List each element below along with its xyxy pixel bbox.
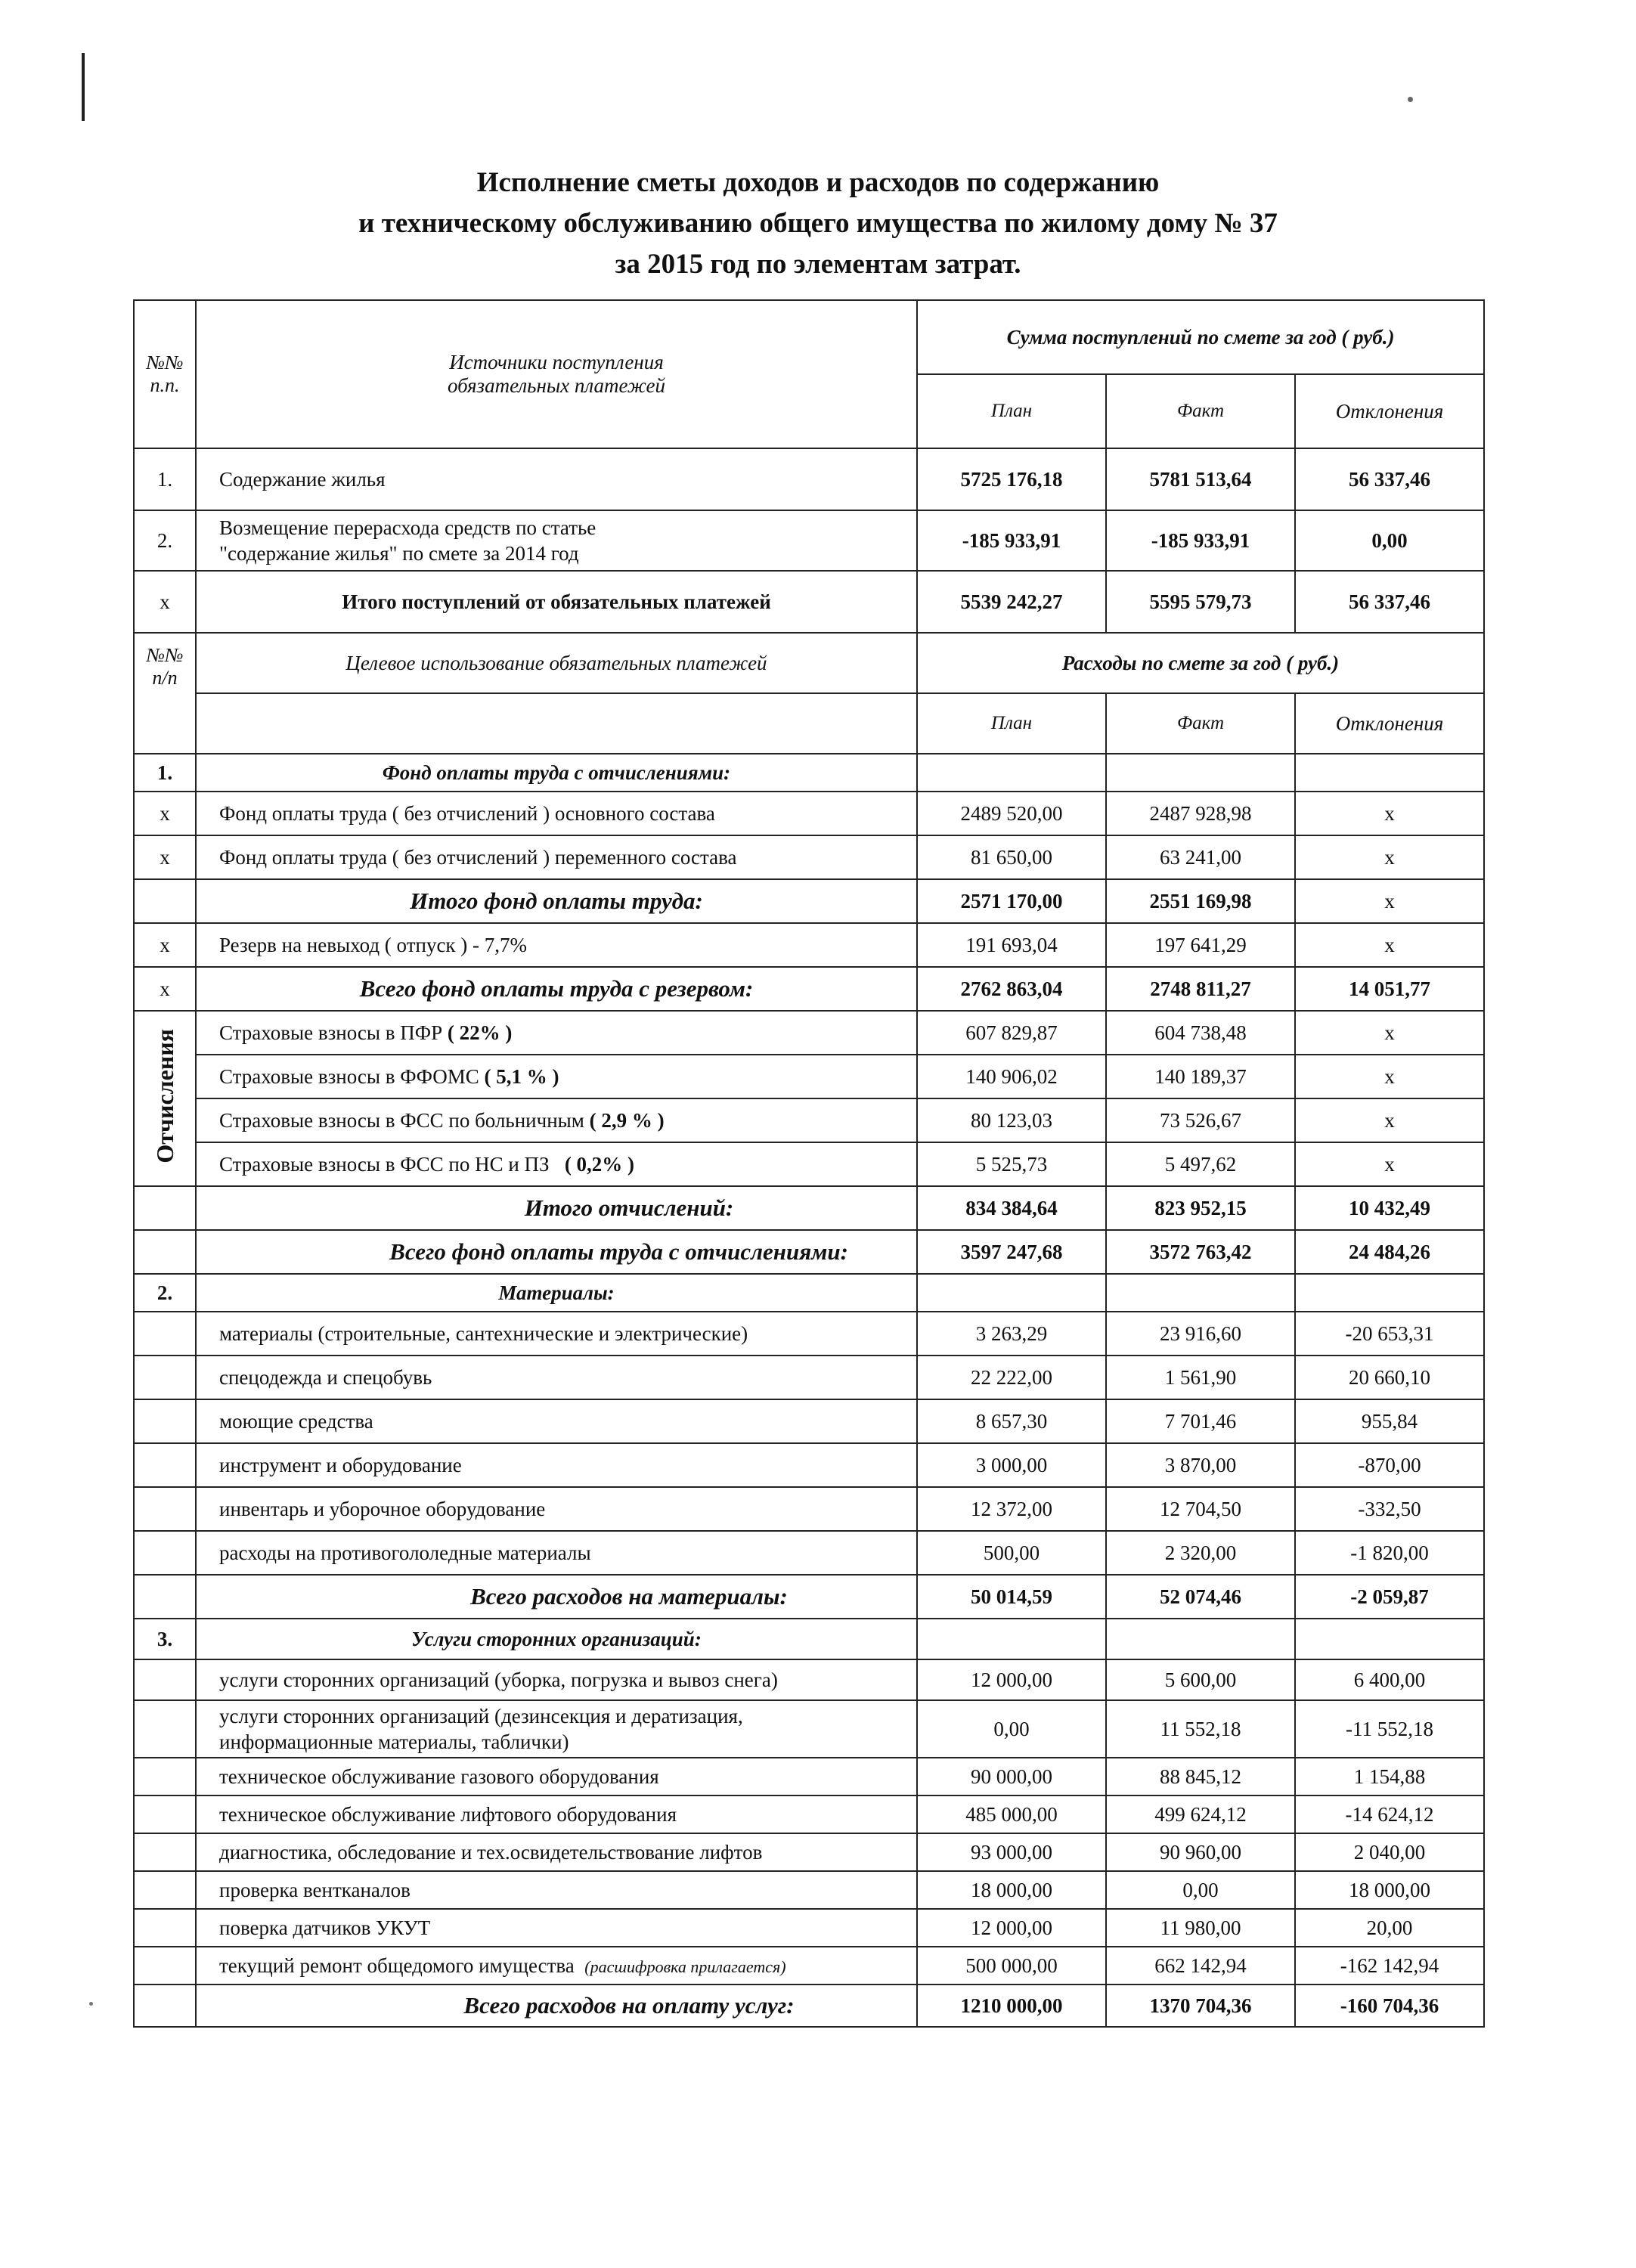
row-fact: 0,00 bbox=[1106, 1871, 1295, 1909]
row-fact: 3572 763,42 bbox=[1106, 1230, 1295, 1274]
expense-dev-header: Отклонения bbox=[1295, 693, 1484, 754]
row-plan: -185 933,91 bbox=[917, 510, 1106, 571]
row-plan: 1210 000,00 bbox=[917, 1984, 1106, 2027]
table-row bbox=[134, 1356, 1484, 1399]
subtotal-row bbox=[134, 1186, 1484, 1230]
row-name: Фонд оплаты труда ( без отчислений ) переменного состава bbox=[196, 835, 917, 879]
total-row bbox=[134, 1230, 1484, 1274]
row-plan: 5 525,73 bbox=[917, 1142, 1106, 1186]
row-name: Итого отчислений: bbox=[196, 1186, 917, 1230]
section-title: Фонд оплаты труда с отчислениями: bbox=[196, 754, 917, 792]
title-line-1: Исполнение сметы доходов и расходов по содержанию bbox=[476, 167, 1160, 198]
row-name-text: Страховые взносы в ФСС по больничным bbox=[219, 1108, 584, 1132]
row-fact: -185 933,91 bbox=[1106, 510, 1295, 571]
empty-cell bbox=[134, 1947, 196, 1984]
row-name: Итого поступлений от обязательных платежей bbox=[196, 571, 917, 633]
table-row bbox=[134, 923, 1484, 967]
row-dev: х bbox=[1295, 879, 1484, 923]
row-dev: х bbox=[1295, 1098, 1484, 1142]
row-fact: 2551 169,98 bbox=[1106, 879, 1295, 923]
row-dev: х bbox=[1295, 1142, 1484, 1186]
row-plan: 12 000,00 bbox=[917, 1909, 1106, 1947]
row-num: 1. bbox=[134, 448, 196, 510]
empty-cell bbox=[1295, 1619, 1484, 1659]
row-dev: -160 704,36 bbox=[1295, 1984, 1484, 2027]
row-dev: 18 000,00 bbox=[1295, 1871, 1484, 1909]
expense-target-header: Целевое использование обязательных платежей bbox=[196, 633, 917, 693]
row-plan: 5725 176,18 bbox=[917, 448, 1106, 510]
row-plan: 0,00 bbox=[917, 1700, 1106, 1758]
row-name bbox=[196, 1142, 917, 1186]
row-name-text: Страховые взносы в ПФР bbox=[219, 1021, 443, 1044]
row-name: Всего расходов на оплату услуг: bbox=[196, 1984, 917, 2027]
row-fact: 3 870,00 bbox=[1106, 1443, 1295, 1487]
table-row bbox=[134, 1098, 1484, 1142]
row-dev: 56 337,46 bbox=[1295, 448, 1484, 510]
table-row bbox=[134, 1011, 1484, 1055]
row-plan: 2762 863,04 bbox=[917, 967, 1106, 1011]
row-dev: 6 400,00 bbox=[1295, 1659, 1484, 1700]
row-plan: 485 000,00 bbox=[917, 1796, 1106, 1833]
row-name: Возмещение перерасхода средств по статье "содержание жилья" по смете за 2014 год bbox=[196, 510, 917, 571]
row-fact: 88 845,12 bbox=[1106, 1758, 1295, 1796]
empty-cell bbox=[134, 1984, 196, 2027]
row-fact: 2748 811,27 bbox=[1106, 967, 1295, 1011]
row-plan: 140 906,02 bbox=[917, 1055, 1106, 1098]
income-row bbox=[134, 448, 1484, 510]
empty-cell bbox=[134, 1487, 196, 1531]
expense-plan-header: План bbox=[917, 693, 1106, 754]
empty-cell bbox=[134, 1833, 196, 1871]
empty-cell bbox=[134, 1443, 196, 1487]
table-row bbox=[134, 1796, 1484, 1833]
income-source-header: Источники поступления обязательных платежей bbox=[196, 300, 917, 448]
row-plan: 2489 520,00 bbox=[917, 792, 1106, 835]
empty-cell bbox=[134, 1531, 196, 1575]
row-dev: 20,00 bbox=[1295, 1909, 1484, 1947]
row-name: Содержание жилья bbox=[196, 448, 917, 510]
expense-header-row bbox=[134, 633, 1484, 693]
row-plan: 834 384,64 bbox=[917, 1186, 1106, 1230]
row-fact: 63 241,00 bbox=[1106, 835, 1295, 879]
table-row bbox=[134, 835, 1484, 879]
row-name: Резерв на невыход ( отпуск ) - 7,7% bbox=[196, 923, 917, 967]
row-fact: 11 552,18 bbox=[1106, 1700, 1295, 1758]
row-fact: 5595 579,73 bbox=[1106, 571, 1295, 633]
table-row bbox=[134, 1399, 1484, 1443]
empty-cell bbox=[917, 1619, 1106, 1659]
income-plan-header: План bbox=[917, 374, 1106, 448]
document-title bbox=[0, 163, 1636, 285]
row-plan: 2571 170,00 bbox=[917, 879, 1106, 923]
row-name: Всего фонд оплаты труда с резервом: bbox=[196, 967, 917, 1011]
row-dev: -14 624,12 bbox=[1295, 1796, 1484, 1833]
row-fact: 1370 704,36 bbox=[1106, 1984, 1295, 2027]
total-row bbox=[134, 1575, 1484, 1619]
income-dev-header: Отклонения bbox=[1295, 374, 1484, 448]
table-row bbox=[134, 1443, 1484, 1487]
empty-cell bbox=[917, 1274, 1106, 1312]
row-fact: 499 624,12 bbox=[1106, 1796, 1295, 1833]
row-dev: -2 059,87 bbox=[1295, 1575, 1484, 1619]
row-num: х bbox=[134, 967, 196, 1011]
row-name: материалы (строительные, сантехнические и электрические) bbox=[196, 1312, 917, 1356]
row-name-text: текущий ремонт общедомого имущества bbox=[219, 1954, 575, 1977]
row-dev: -332,50 bbox=[1295, 1487, 1484, 1531]
expense-sum-header: Расходы по смете за год ( руб.) bbox=[917, 633, 1484, 693]
table-row bbox=[134, 1659, 1484, 1700]
empty-cell bbox=[134, 1909, 196, 1947]
empty-cell bbox=[134, 1399, 196, 1443]
row-plan: 80 123,03 bbox=[917, 1098, 1106, 1142]
title-line-2: и техническому обслуживанию общего имущества по жилому дому № 37 bbox=[358, 208, 1278, 239]
row-name-text: Страховые взносы в ФСС по НС и ПЗ bbox=[219, 1152, 550, 1176]
row-name: Итого фонд оплаты труда: bbox=[196, 879, 917, 923]
row-dev: -162 142,94 bbox=[1295, 1947, 1484, 1984]
row-plan: 93 000,00 bbox=[917, 1833, 1106, 1871]
row-fact: 197 641,29 bbox=[1106, 923, 1295, 967]
row-dev: -1 820,00 bbox=[1295, 1531, 1484, 1575]
scan-artifact-dot bbox=[1408, 97, 1413, 102]
section-title: Материалы: bbox=[196, 1274, 917, 1312]
row-name: техническое обслуживание лифтового оборудования bbox=[196, 1796, 917, 1833]
row-dev: -20 653,31 bbox=[1295, 1312, 1484, 1356]
total-row bbox=[134, 1984, 1484, 2027]
table-row bbox=[134, 1947, 1484, 1984]
row-name: Фонд оплаты труда ( без отчислений ) основного состава bbox=[196, 792, 917, 835]
empty-cell bbox=[134, 1356, 196, 1399]
row-dev: 24 484,26 bbox=[1295, 1230, 1484, 1274]
income-num-header: №№ п.п. bbox=[134, 300, 196, 448]
row-plan: 81 650,00 bbox=[917, 835, 1106, 879]
expense-num-header: №№ п/п bbox=[134, 633, 196, 754]
row-fact: 7 701,46 bbox=[1106, 1399, 1295, 1443]
subtotal-row bbox=[134, 967, 1484, 1011]
row-plan: 8 657,30 bbox=[917, 1399, 1106, 1443]
row-plan: 22 222,00 bbox=[917, 1356, 1106, 1399]
table-row bbox=[134, 1700, 1484, 1758]
table-row bbox=[134, 1531, 1484, 1575]
row-fact: 5 600,00 bbox=[1106, 1659, 1295, 1700]
row-fact: 140 189,37 bbox=[1106, 1055, 1295, 1098]
section-title-row bbox=[134, 1619, 1484, 1659]
table-row bbox=[134, 1142, 1484, 1186]
section-title-row bbox=[134, 1274, 1484, 1312]
row-dev: х bbox=[1295, 1055, 1484, 1098]
row-dev: 0,00 bbox=[1295, 510, 1484, 571]
section-num: 3. bbox=[134, 1619, 196, 1659]
income-total-row bbox=[134, 571, 1484, 633]
row-plan: 500 000,00 bbox=[917, 1947, 1106, 1984]
row-plan: 607 829,87 bbox=[917, 1011, 1106, 1055]
deductions-label bbox=[134, 1011, 196, 1186]
row-fact: 5 497,62 bbox=[1106, 1142, 1295, 1186]
row-fact: 90 960,00 bbox=[1106, 1833, 1295, 1871]
row-dev: 20 660,10 bbox=[1295, 1356, 1484, 1399]
row-name: расходы на противогололедные материалы bbox=[196, 1531, 917, 1575]
row-name: инвентарь и уборочное оборудование bbox=[196, 1487, 917, 1531]
row-fact: 1 561,90 bbox=[1106, 1356, 1295, 1399]
empty-cell bbox=[1106, 754, 1295, 792]
row-name: техническое обслуживание газового оборудования bbox=[196, 1758, 917, 1796]
row-dev: 955,84 bbox=[1295, 1399, 1484, 1443]
row-name: проверка вентканалов bbox=[196, 1871, 917, 1909]
table-row bbox=[134, 1487, 1484, 1531]
row-dev: 2 040,00 bbox=[1295, 1833, 1484, 1871]
row-plan: 18 000,00 bbox=[917, 1871, 1106, 1909]
section-num: 2. bbox=[134, 1274, 196, 1312]
empty-cell bbox=[1106, 1274, 1295, 1312]
subtotal-row bbox=[134, 879, 1484, 923]
table-row bbox=[134, 1312, 1484, 1356]
row-dev: 56 337,46 bbox=[1295, 571, 1484, 633]
empty-cell bbox=[134, 1871, 196, 1909]
row-name: поверка датчиков УКУТ bbox=[196, 1909, 917, 1947]
table-row bbox=[134, 1758, 1484, 1796]
row-fact: 23 916,60 bbox=[1106, 1312, 1295, 1356]
row-num: 2. bbox=[134, 510, 196, 571]
income-row bbox=[134, 510, 1484, 571]
income-header-row bbox=[134, 300, 1484, 374]
row-name bbox=[196, 1098, 917, 1142]
scan-artifact-dot bbox=[89, 2002, 93, 2006]
row-rate: ( 0,2% ) bbox=[564, 1152, 635, 1176]
scan-artifact-line bbox=[82, 53, 85, 121]
section-title: Услуги сторонних организаций: bbox=[196, 1619, 917, 1659]
row-dev: х bbox=[1295, 1011, 1484, 1055]
row-name-text: Страховые взносы в ФФОМС bbox=[219, 1064, 479, 1088]
row-rate: ( 5,1 % ) bbox=[484, 1064, 559, 1088]
row-dev: х bbox=[1295, 923, 1484, 967]
empty-cell bbox=[1295, 1274, 1484, 1312]
row-name bbox=[196, 1011, 917, 1055]
row-fact: 2 320,00 bbox=[1106, 1531, 1295, 1575]
empty-cell bbox=[196, 693, 917, 754]
row-fact: 662 142,94 bbox=[1106, 1947, 1295, 1984]
empty-cell bbox=[134, 1796, 196, 1833]
row-num: х bbox=[134, 835, 196, 879]
row-dev: х bbox=[1295, 835, 1484, 879]
expense-fact-header: Факт bbox=[1106, 693, 1295, 754]
row-plan: 12 000,00 bbox=[917, 1659, 1106, 1700]
row-plan: 3 000,00 bbox=[917, 1443, 1106, 1487]
empty-cell bbox=[134, 1575, 196, 1619]
title-line-3: за 2015 год по элементам затрат. bbox=[615, 249, 1021, 280]
row-fact: 823 952,15 bbox=[1106, 1186, 1295, 1230]
empty-cell bbox=[134, 1186, 196, 1230]
section-num: 1. bbox=[134, 754, 196, 792]
row-num: х bbox=[134, 792, 196, 835]
row-plan: 12 372,00 bbox=[917, 1487, 1106, 1531]
expense-subheader-row bbox=[134, 693, 1484, 754]
empty-cell bbox=[134, 1700, 196, 1758]
row-dev: х bbox=[1295, 792, 1484, 835]
row-name bbox=[196, 1055, 917, 1098]
row-name: диагностика, обследование и тех.освидетельствование лифтов bbox=[196, 1833, 917, 1871]
row-plan: 90 000,00 bbox=[917, 1758, 1106, 1796]
row-dev: -870,00 bbox=[1295, 1443, 1484, 1487]
income-sum-header: Сумма поступлений по смете за год ( руб.) bbox=[917, 300, 1484, 374]
row-dev: 1 154,88 bbox=[1295, 1758, 1484, 1796]
row-rate: ( 22% ) bbox=[447, 1021, 513, 1044]
table-row bbox=[134, 1871, 1484, 1909]
row-plan: 500,00 bbox=[917, 1531, 1106, 1575]
empty-cell bbox=[134, 1312, 196, 1356]
section-title-row bbox=[134, 754, 1484, 792]
deductions-label-text: Отчисления bbox=[150, 1028, 178, 1163]
row-plan: 3 263,29 bbox=[917, 1312, 1106, 1356]
row-name: инструмент и оборудование bbox=[196, 1443, 917, 1487]
table-row bbox=[134, 1833, 1484, 1871]
table-row bbox=[134, 792, 1484, 835]
empty-cell bbox=[134, 1758, 196, 1796]
row-num: х bbox=[134, 923, 196, 967]
row-plan: 3597 247,68 bbox=[917, 1230, 1106, 1274]
row-name: услуги сторонних организаций (дезинсекция и дератизация, информационные материалы, таблички) bbox=[196, 1700, 917, 1758]
income-fact-header: Факт bbox=[1106, 374, 1295, 448]
row-dev: -11 552,18 bbox=[1295, 1700, 1484, 1758]
row-name: моющие средства bbox=[196, 1399, 917, 1443]
table-row bbox=[134, 1909, 1484, 1947]
row-rate: ( 2,9 % ) bbox=[589, 1108, 665, 1132]
row-num: х bbox=[134, 571, 196, 633]
row-fact: 52 074,46 bbox=[1106, 1575, 1295, 1619]
empty-cell bbox=[134, 879, 196, 923]
empty-cell bbox=[917, 754, 1106, 792]
row-fact: 2487 928,98 bbox=[1106, 792, 1295, 835]
row-fact: 12 704,50 bbox=[1106, 1487, 1295, 1531]
row-name: спецодежда и спецобувь bbox=[196, 1356, 917, 1399]
table-row bbox=[134, 1055, 1484, 1098]
row-fact: 73 526,67 bbox=[1106, 1098, 1295, 1142]
row-dev: 10 432,49 bbox=[1295, 1186, 1484, 1230]
empty-cell bbox=[1106, 1619, 1295, 1659]
row-name bbox=[196, 1947, 917, 1984]
empty-cell bbox=[134, 1659, 196, 1700]
budget-table bbox=[133, 299, 1485, 2028]
row-plan: 5539 242,27 bbox=[917, 571, 1106, 633]
row-note: (расшифровка прилагается) bbox=[584, 1957, 786, 1976]
empty-cell bbox=[1295, 754, 1484, 792]
row-plan: 50 014,59 bbox=[917, 1575, 1106, 1619]
empty-cell bbox=[134, 1230, 196, 1274]
row-fact: 11 980,00 bbox=[1106, 1909, 1295, 1947]
row-name: Всего расходов на материалы: bbox=[196, 1575, 917, 1619]
row-dev: 14 051,77 bbox=[1295, 967, 1484, 1011]
row-fact: 604 738,48 bbox=[1106, 1011, 1295, 1055]
row-fact: 5781 513,64 bbox=[1106, 448, 1295, 510]
row-plan: 191 693,04 bbox=[917, 923, 1106, 967]
row-name: услуги сторонних организаций (уборка, погрузка и вывоз снега) bbox=[196, 1659, 917, 1700]
row-name: Всего фонд оплаты труда с отчислениями: bbox=[196, 1230, 917, 1274]
